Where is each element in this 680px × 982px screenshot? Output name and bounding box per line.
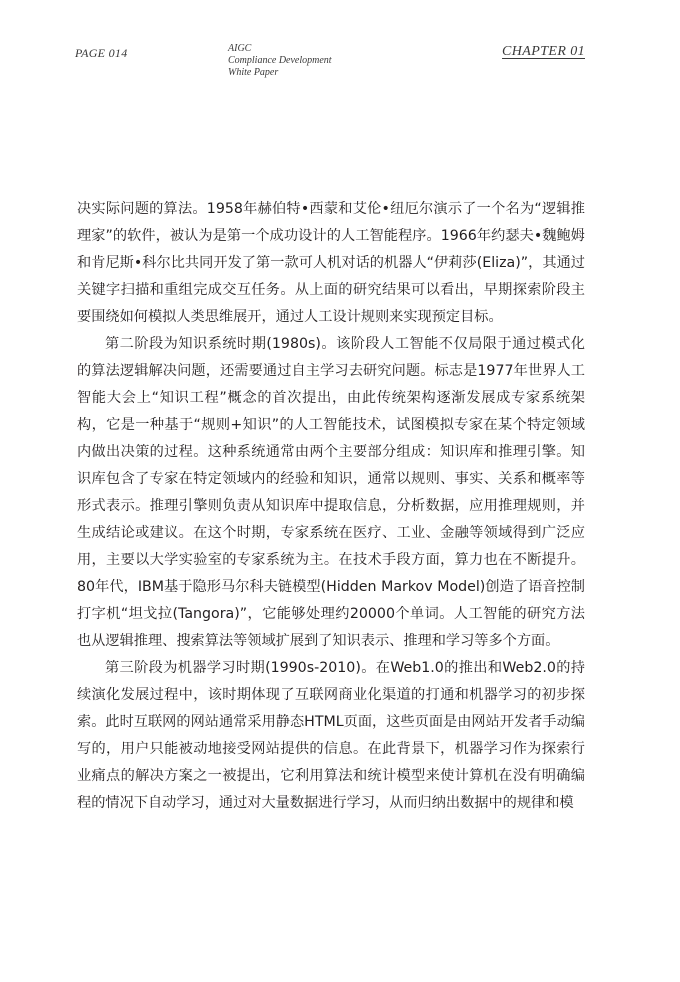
page-number: PAGE 014	[75, 46, 128, 60]
document-title-line: AIGC	[228, 43, 252, 54]
paragraph: 决实际问题的算法。1958年赫伯特•西蒙和艾伦•纽厄尔演示了一个名为“逻辑推理家”的软件，被认为是第一个成功设计的人工智能程序。1966年约瑟夫•魏鲍姆和肯尼斯•科尔比共同开发了第一款可人机对话的机器人“伊莉莎(Eliza)”，其通过关键字扫描和重组完成交互任务。从上面的研究结果可以看出，早期探索阶段主要围绕如何模拟人类思维展开，通过人工设计规则来实现预定目标。	[77, 201, 585, 325]
paragraph: 第二阶段为知识系统时期(1980s)。该阶段人工智能不仅局限于通过模式化的算法逻辑解决问题，还需要通过自主学习去研究问题。标志是1977年世界人工智能大会上“知识工程”概念的首次提出，由此传统架构逐渐发展成专家系统架构，它是一种基于“规则+知识”的人工智能技术，试图模拟专家在某个特定领域内做出决策的过程。这种系统通常由两个主要部分组成：知识库和推理引擎。知识库包含了专家在特定领域内的经验和知识，通常以规则、事实、关系和概率等形式表示。推理引擎则负责从知识库中提取信息，分析数据，应用推理规则，并生成结论或建议。在这个时期，专家系统在医疗、工业、金融等领域得到广泛应用，主要以大学实验室的专家系统为主。在技术手段方面，算力也在不断提升。80年代，IBM基于隐形马尔科夫链模型(Hidden Markov Model)创造了语音控制打字机“坦戈拉(Tangora)”，它能够处理约20000个单词。人工智能的研究方法也从逻辑推理、搜索算法等领域扩展到了知识表示、推理和学习等多个方面。	[77, 336, 585, 649]
document-title	[228, 43, 332, 79]
document-title-line: Compliance Development	[228, 55, 332, 66]
paragraph: 第三阶段为机器学习时期(1990s-2010)。在Web1.0的推出和Web2.0的持续演化发展过程中，该时期体现了互联网商业化渠道的打通和机器学习的初步探索。此时互联网的网站通常采用静态HTML页面，这些页面是由网站开发者手动编写的，用户只能被动地接受网站提供的信息。在此背景下，机器学习作为探索行业痛点的解决方案之一被提出，它利用算法和统计模型来使计算机在没有明确编程的情况下自动学习，通过对大量数据进行学习，从而归纳出数据中的规律和模	[77, 660, 585, 811]
body-text	[77, 196, 585, 817]
chapter-label: CHAPTER 01	[502, 44, 585, 59]
document-title-line: White Paper	[228, 67, 279, 78]
